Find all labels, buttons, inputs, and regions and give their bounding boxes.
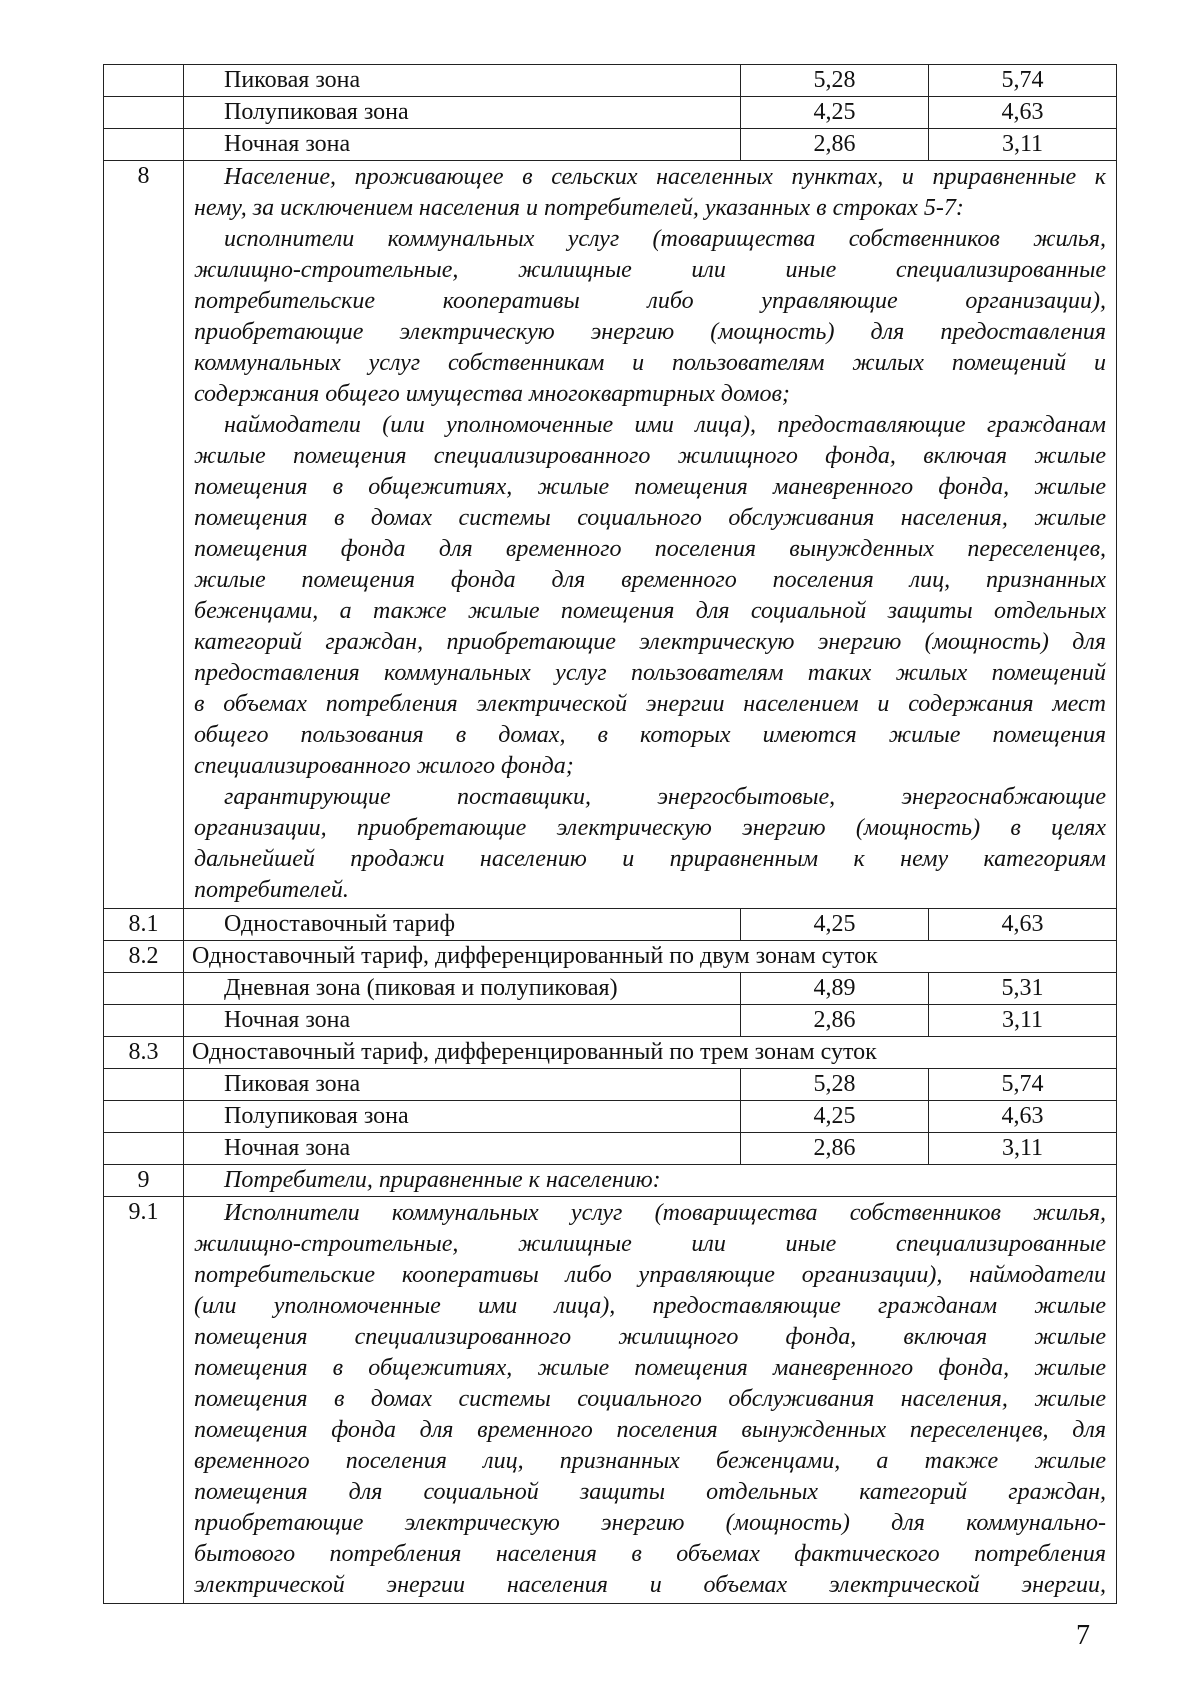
tariff-label: Ночная зона	[184, 1005, 741, 1037]
row-number: 8.2	[104, 941, 184, 973]
tariff-value-1: 4,25	[741, 909, 929, 941]
section-title: Одноставочный тариф, дифференцированный по двум зонам суток	[184, 941, 1117, 973]
text-line: нему, за исключением населения и потребителей, указанных в строках 5-7:	[194, 195, 964, 221]
table-row	[104, 973, 1117, 1005]
table-row	[104, 1037, 1117, 1069]
tariff-label: Пиковая зона	[184, 1069, 741, 1101]
table-row	[104, 1005, 1117, 1037]
text-line: Исполнители коммунальных услуг (товарищества собственников жилья,	[224, 1200, 1106, 1226]
tariff-value-2: 5,74	[929, 65, 1117, 97]
table-row	[104, 1133, 1117, 1165]
tariff-value-2: 4,63	[929, 909, 1117, 941]
text-line: специализированного жилого фонда;	[194, 753, 574, 779]
row-number: 8	[104, 161, 184, 909]
tariff-label: Ночная зона	[184, 129, 741, 161]
text-line: помещения специализированного жилищного фонда, включая жилые	[194, 1324, 1106, 1350]
tariff-label: Полупиковая зона	[184, 1101, 741, 1133]
row-number: 9	[104, 1165, 184, 1197]
tariff-label: Ночная зона	[184, 1133, 741, 1165]
text-line: наймодатели (или уполномоченные ими лица), предоставляющие гражданам	[224, 412, 1106, 438]
table-row	[104, 161, 1117, 909]
text-line: беженцами, а также жилые помещения для социальной защиты отдельных	[194, 598, 1106, 624]
table-row	[104, 97, 1117, 129]
tariff-label: Одноставочный тариф	[184, 909, 741, 941]
table-row	[104, 1165, 1117, 1197]
text-line: общего пользования в домах, в которых имеются жилые помещения	[194, 722, 1106, 748]
text-line: жилищно-строительные, жилищные или иные специализированные	[194, 257, 1106, 283]
text-line: потребительские кооперативы либо управляющие организации),	[194, 288, 1106, 314]
tariff-label: Пиковая зона	[184, 65, 741, 97]
tariff-value-1: 5,28	[741, 65, 929, 97]
row-number: 8.3	[104, 1037, 184, 1069]
tariff-value-2: 4,63	[929, 97, 1117, 129]
row-number	[104, 1069, 184, 1101]
text-line: помещения в домах системы социального обслуживания населения, жилые	[194, 505, 1106, 531]
text-line: помещения для социальной защиты отдельных категорий граждан,	[194, 1479, 1106, 1505]
row-number	[104, 97, 184, 129]
tariff-label: Дневная зона (пиковая и полупиковая)	[184, 973, 741, 1005]
text-line: временного поселения лиц, признанных беженцами, а также жилые	[194, 1448, 1106, 1474]
text-line: помещения в домах системы социального обслуживания населения, жилые	[194, 1386, 1106, 1412]
row-number	[104, 973, 184, 1005]
row-description	[184, 161, 1117, 909]
table-row	[104, 1197, 1117, 1604]
text-line: гарантирующие поставщики, энергосбытовые, энергоснабжающие	[224, 784, 1106, 810]
section-title: Одноставочный тариф, дифференцированный по трем зонам суток	[184, 1037, 1117, 1069]
section-title: Потребители, приравненные к населению:	[184, 1165, 1117, 1197]
tariff-value-2: 5,31	[929, 973, 1117, 1005]
text-line: потребителей.	[194, 877, 349, 903]
tariff-value-1: 4,89	[741, 973, 929, 1005]
text-line: приобретающие электрическую энергию (мощность) для предоставления	[194, 319, 1106, 345]
text-line: жилищно-строительные, жилищные или иные специализированные	[194, 1231, 1106, 1257]
tariff-label: Полупиковая зона	[184, 97, 741, 129]
text-line: помещения фонда для временного поселения вынужденных переселенцев, для	[194, 1417, 1106, 1443]
text-line: коммунальных услуг собственникам и пользователям жилых помещений и	[194, 350, 1106, 376]
page-number: 7	[1076, 1620, 1090, 1651]
text-line: приобретающие электрическую энергию (мощность) для коммунально-	[194, 1510, 1106, 1536]
row-number: 8.1	[104, 909, 184, 941]
row-number	[104, 1133, 184, 1165]
text-line: бытового потребления населения в объемах фактического потребления	[194, 1541, 1106, 1567]
row-number	[104, 65, 184, 97]
tariff-table	[103, 64, 1117, 1604]
row-number: 9.1	[104, 1197, 184, 1604]
tariff-value-1: 4,25	[741, 97, 929, 129]
table-row	[104, 1101, 1117, 1133]
text-line: жилые помещения специализированного жилищного фонда, включая жилые	[194, 443, 1106, 469]
table-row	[104, 1069, 1117, 1101]
text-line: помещения в общежитиях, жилые помещения маневренного фонда, жилые	[194, 474, 1106, 500]
table-row	[104, 941, 1117, 973]
text-line: помещения в общежитиях, жилые помещения маневренного фонда, жилые	[194, 1355, 1106, 1381]
text-line: содержания общего имущества многоквартирных домов;	[194, 381, 790, 407]
row-number	[104, 1101, 184, 1133]
table-row	[104, 129, 1117, 161]
row-number	[104, 1005, 184, 1037]
row-number	[104, 129, 184, 161]
tariff-value-2: 3,11	[929, 1005, 1117, 1037]
tariff-value-2: 3,11	[929, 129, 1117, 161]
tariff-value-1: 2,86	[741, 1133, 929, 1165]
text-line: Население, проживающее в сельских населенных пунктах, и приравненные к	[224, 164, 1106, 190]
text-line: электрической энергии населения и объемах электрической энергии,	[194, 1572, 1106, 1598]
text-line: жилые помещения фонда для временного поселения лиц, признанных	[194, 567, 1106, 593]
text-line: потребительские кооперативы либо управляющие организации), наймодатели	[194, 1262, 1106, 1288]
tariff-value-1: 2,86	[741, 1005, 929, 1037]
text-line: организации, приобретающие электрическую энергию (мощность) в целях	[194, 815, 1106, 841]
text-line: в объемах потребления электрической энергии населением и содержания мест	[194, 691, 1106, 717]
text-line: (или уполномоченные ими лица), предоставляющие гражданам жилые	[194, 1293, 1106, 1319]
text-line: исполнители коммунальных услуг (товарищества собственников жилья,	[224, 226, 1106, 252]
tariff-value-1: 5,28	[741, 1069, 929, 1101]
row-description	[184, 1197, 1117, 1604]
text-line: дальнейшей продажи населению и приравненным к нему категориям	[194, 846, 1106, 872]
table-row	[104, 65, 1117, 97]
tariff-value-1: 2,86	[741, 129, 929, 161]
text-line: предоставления коммунальных услуг пользователям таких жилых помещений	[194, 660, 1106, 686]
tariff-value-1: 4,25	[741, 1101, 929, 1133]
text-line: помещения фонда для временного поселения вынужденных переселенцев,	[194, 536, 1106, 562]
text-line: категорий граждан, приобретающие электрическую энергию (мощность) для	[194, 629, 1106, 655]
table-row	[104, 909, 1117, 941]
tariff-value-2: 4,63	[929, 1101, 1117, 1133]
tariff-value-2: 5,74	[929, 1069, 1117, 1101]
tariff-value-2: 3,11	[929, 1133, 1117, 1165]
